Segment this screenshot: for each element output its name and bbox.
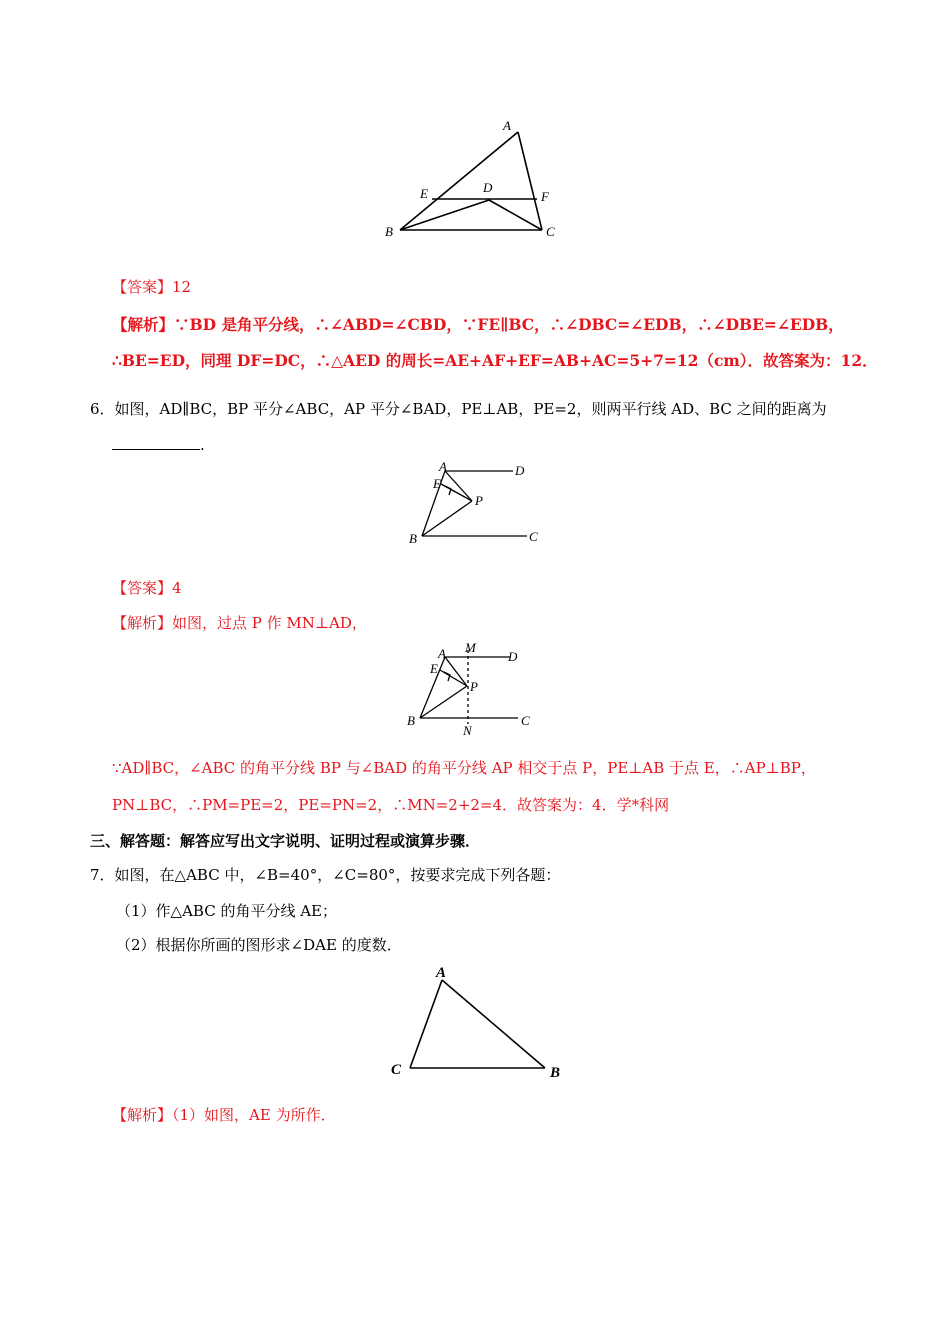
q7-analysis: 【解析】（1）如图，AE 为所作． [112, 1106, 336, 1124]
q6-answer: 【答案】4 [112, 579, 182, 597]
fig1-label-b: B [385, 224, 393, 239]
q5-answer: 【答案】12 [112, 278, 192, 296]
fig1-label-c: C [546, 224, 555, 239]
fig3-label-e: E [430, 661, 438, 676]
q7-part2: （2）根据你所画的图形求∠DAE 的度数． [116, 936, 402, 954]
q5-analysis-line1: 【解析】∵BD 是角平分线，∴∠ABD=∠CBD，∵FE∥BC，∴∠DBC=∠EDB，∴∠DBE=∠EDB， [112, 315, 844, 334]
fig4-label-a: A [436, 965, 447, 981]
fig2-label-a: A [439, 460, 447, 474]
figure-triangle-abc [385, 960, 570, 1085]
q6-text-end: . [200, 436, 205, 454]
fig3-label-d: D [508, 649, 518, 664]
fig3-label-c: C [521, 713, 530, 728]
figure-parallel-lines-mn [400, 640, 545, 740]
q6-analysis-line2: PN⊥BC，∴PM=PE=2，PE=PN=2，∴MN=2+2=4．故答案为：4．学*科网 [112, 796, 670, 814]
fig1-label-a: A [503, 118, 511, 133]
q5-analysis-line2: ∴BE=ED，同理 DF=DC，∴△AED 的周长=AE+AF+EF=AB+AC=5+7=12（cm）．故答案为：12． [112, 351, 878, 370]
fig1-label-d: D [483, 180, 493, 195]
fig2-label-d: D [515, 463, 525, 478]
fig2-label-p: P [475, 493, 483, 508]
fig3-label-n: N [463, 723, 472, 738]
q7-text: 7．如图，在△ABC 中，∠B=40°，∠C=80°，按要求完成下列各题： [90, 866, 561, 884]
q6-analysis-intro: 【解析】如图，过点 P 作 MN⊥AD， [112, 614, 367, 632]
fig2-label-e: E [433, 476, 441, 491]
q6-text: 6．如图，AD∥BC，BP 平分∠ABC，AP 平分∠BAD，PE⊥AB，PE=2，则两平行线 AD、BC 之间的距离为 [90, 400, 827, 418]
fig2-label-c: C [529, 529, 538, 544]
fig2-label-b: B [409, 531, 417, 546]
answer-blank [112, 435, 200, 450]
fig4-label-c: C [391, 1062, 402, 1078]
figure-parallel-lines-ap-bp [405, 460, 550, 550]
section3-heading: 三、解答题：解答应写出文字说明、证明过程或演算步骤． [90, 832, 481, 850]
q7-part1: （1）作△ABC 的角平分线 AE； [116, 902, 338, 920]
q6-analysis-line1: ∵AD∥BC，∠ABC 的角平分线 BP 与∠BAD 的角平分线 AP 相交于点 P，PE⊥AB 于点 E，∴AP⊥BP， [112, 759, 816, 777]
fig3-label-m: M [465, 640, 476, 655]
fig3-label-p: P [470, 679, 478, 694]
fig1-label-f: F [541, 189, 549, 204]
figure-triangle-abc-def [375, 110, 575, 245]
fig3-label-a: A [438, 646, 446, 661]
q6-blank-line [112, 435, 205, 454]
fig1-label-e: E [420, 186, 428, 201]
fig3-label-b: B [407, 713, 415, 728]
fig4-label-b: B [550, 1065, 561, 1081]
